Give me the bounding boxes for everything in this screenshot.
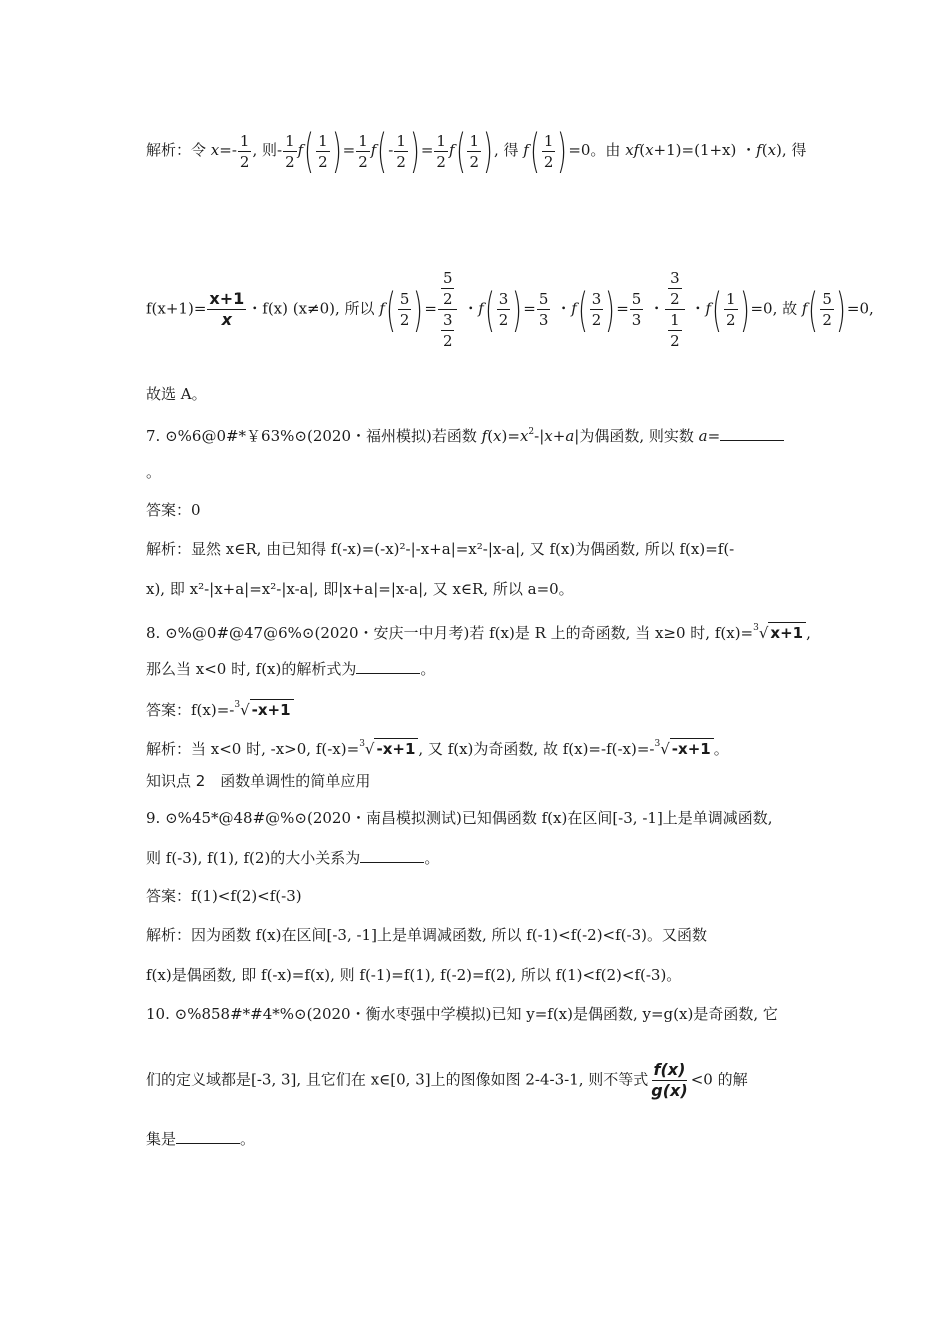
question-9-line-2: 则 f(-3), f(1), f(2)的大小关系为 。 (146, 849, 440, 867)
question-9: 9. ⊙%45*@48#@%⊙(2020・南昌模拟测试)已知偶函数 f(x)在区间[-3, -1]上是单调减函数, (146, 809, 773, 827)
solution-6-line-2: f(x+1)= $\frac{x+1}{x}$ ・f(x) (x≠0), 所以 f( $\frac{5}{2}$ )= $\frac{\frac{5}{2}}{\frac{3}{2}}$ ・f( $\frac{3}{2}$ )= $\frac{5}{3}$ ・f( $\frac{3}{2}$ )= $\frac{5}{3}$ ・ $\frac{\frac{3}{2}}{\frac{1}{2}}$ ・f( $\frac{1}{2}$ )=0, 故 f( $\frac{5}{2}$ )=0, (146, 269, 874, 350)
question-8: 8. ⊙%@0#@47@6%⊙(2020・安庆一中月考)若 f(x)是 R 上的奇函数, 当 x≥0 时, f(x)=$^3$√ x+1 , (146, 623, 811, 642)
question-8-line-2: 那么当 x<0 时, f(x)的解析式为 。 (146, 660, 436, 678)
answer-choice-line: 故选 A。 (146, 385, 207, 403)
solution-7-line-1: 解析：显然 x∈R, 由已知得 f(-x)=(-x)²-|-x+a|=x²-|x-a|, 又 f(x)为偶函数, 所以 f(x)=f(- (146, 540, 735, 558)
answer-blank-8[interactable] (356, 658, 420, 674)
solution-9-line-1: 解析：因为函数 f(x)在区间[-3, -1]上是单调减函数, 所以 f(-1)<f(-2)<f(-3)。又函数 (146, 926, 707, 944)
answer-7: 答案：0 (146, 501, 201, 519)
answer-blank-10[interactable] (176, 1128, 240, 1144)
solution-9-line-2: f(x)是偶函数, 即 f(-x)=f(x), 则 f(-1)=f(1), f(-2)=f(2), 所以 f(1)<f(2)<f(-3)。 (146, 966, 682, 984)
question-7-end: 。 (146, 463, 162, 481)
answer-8: 答案：f(x)=-$^3$√ -x+1 (146, 695, 294, 720)
question-10-line-2: 们的定义域都是[-3, 3], 且它们在 x∈[0, 3]上的图像如图 2-4-3-1, 则不等式 $\frac{f(x)}{g(x)}$ <0 的解 (146, 1060, 748, 1100)
answer-blank-9[interactable] (360, 847, 424, 863)
answer-blank-7[interactable] (720, 425, 784, 441)
solution-7-line-2: x), 即 x²-|x+a|=x²-|x-a|, 即|x+a|=|x-a|, 又 x∈R, 所以 a=0。 (146, 580, 574, 598)
question-7: 7. ⊙%6@0#*￥63%⊙(2020・福州模拟)若函数 $f(x)=x^2-|x+a|$为偶函数, 则实数 a= (146, 422, 784, 446)
solution-6-line-1: 解析：令 x=- $\frac{1}{2}$ , 则- $\frac{1}{2}$ f( $\frac{1}{2}$ )= $\frac{1}{2}$ f(- $\frac{1}{2}$ )= $\frac{1}{2}$ f( $\frac{1}{2}$ ), 得 f( $\frac{1}{2}$ )=0。由 xf(x+1)=(1+x) ・f(x), 得 (146, 124, 807, 178)
knowledge-point-2-heading: 知识点 2 函数单调性的简单应用 (146, 772, 371, 790)
question-10-line-3: 集是 。 (146, 1130, 256, 1148)
solution-8: 解析：当 x<0 时, -x>0, f(-x)=$^3$√ -x+1 , 又 f(x)为奇函数, 故 f(x)=-f(-x)=-$^3$√ -x+1 。 (146, 739, 729, 758)
question-10: 10. ⊙%858#*#4*%⊙(2020・衡水枣强中学模拟)已知 y=f(x)是偶函数, y=g(x)是奇函数, 它 (146, 1005, 778, 1023)
answer-9: 答案：f(1)<f(2)<f(-3) (146, 887, 302, 905)
